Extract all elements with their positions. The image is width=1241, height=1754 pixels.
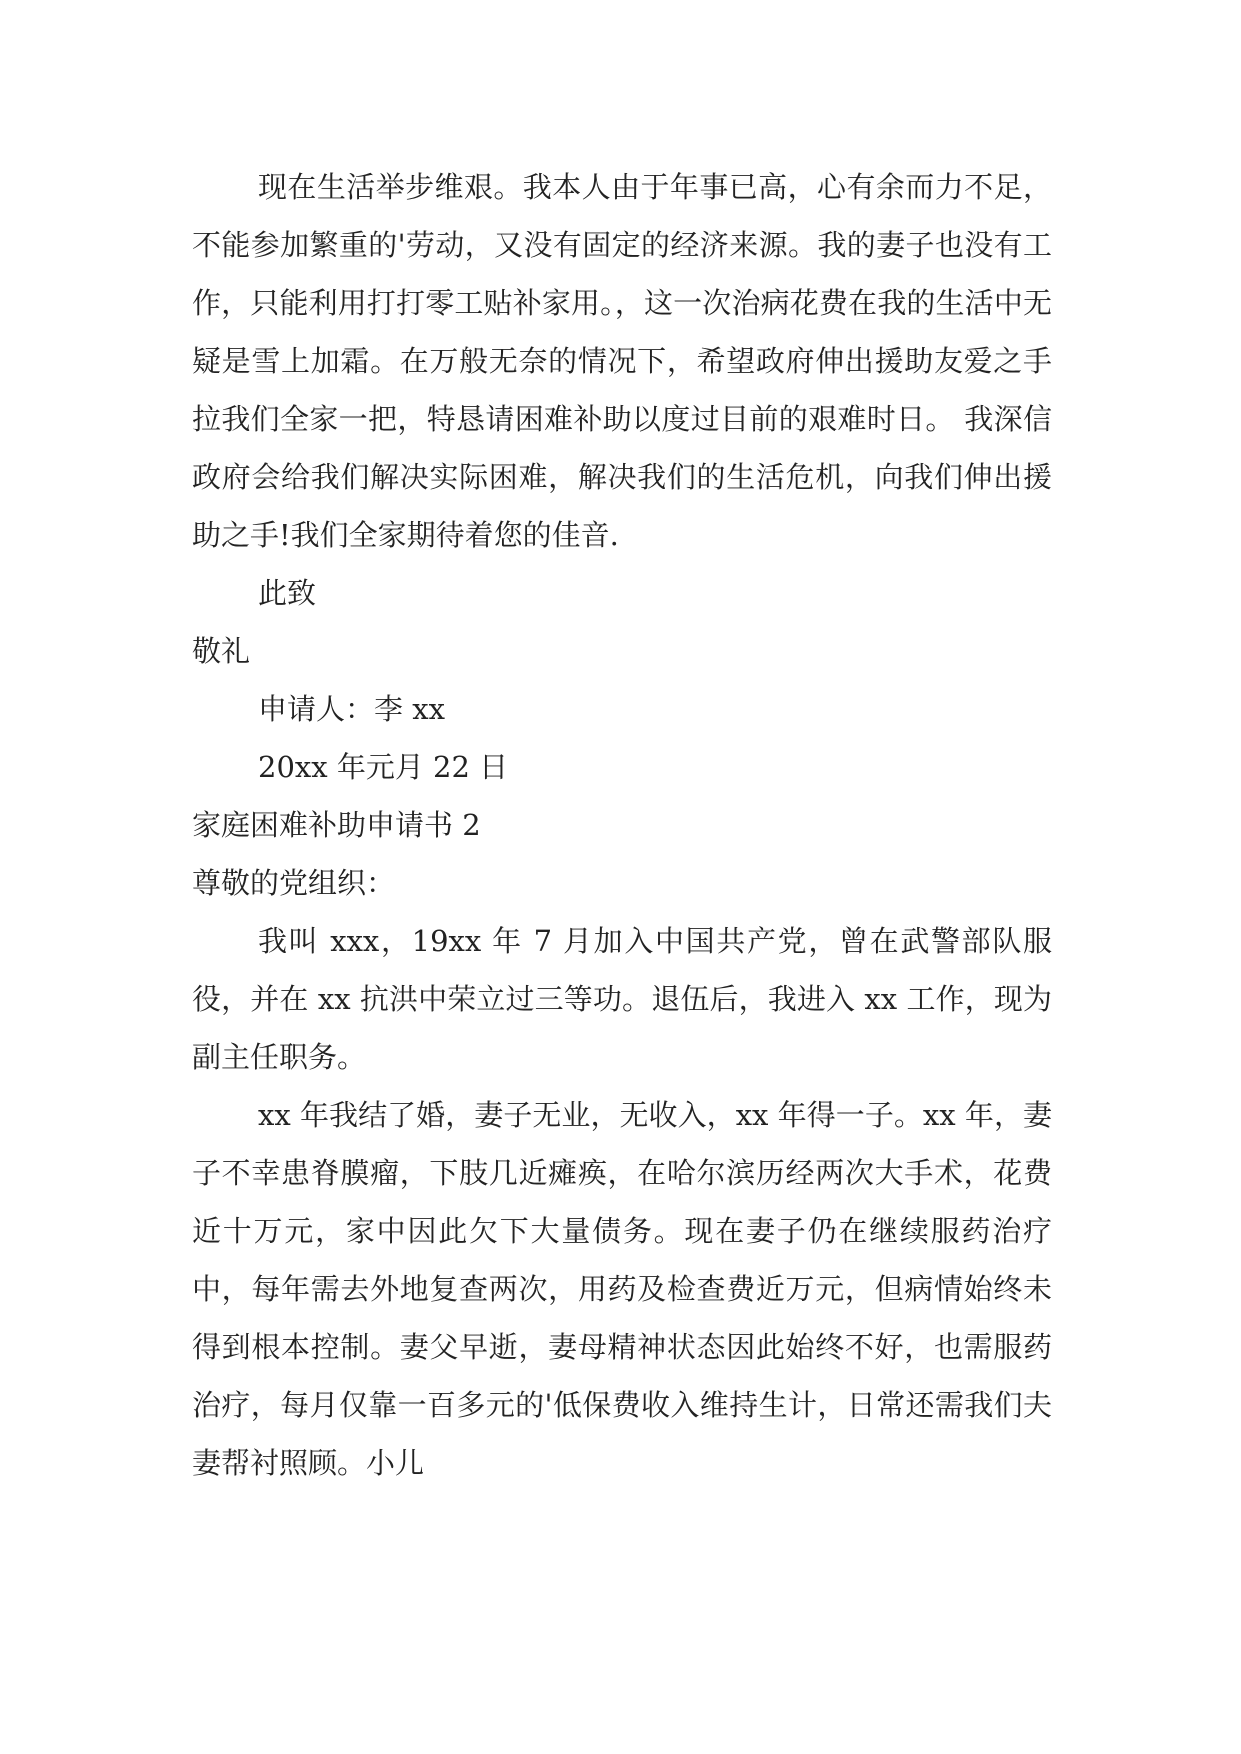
closing-salutation: 此致 (258, 576, 317, 610)
paragraph-hardship: 现在生活举步维艰。我本人由于年事已高，心有余而力不足，不能参加繁重的'劳动，又没有固定的经济来源。我的妻子也没有工作，只能利用打打零工贴补家用。，这一次治病花费在我的生活中无疑是雪上加霜。在万般无奈的情况下，希望政府伸出援助友爱之手拉我们全家一把，特恳请困难补助以度过目前的艰难时日。 我深信政府会给我们解决实际困难，解决我们的生活危机，向我们伸出援助之手!我们全家期待着您的佳音. (192, 170, 1052, 552)
letter-date: 20xx 年元月 22 日 (258, 750, 509, 784)
paragraph-introduction: 我叫 xxx，19xx 年 7 月加入中国共产党，曾在武警部队服役，并在 xx 抗洪中荣立过三等功。退伍后，我进入 xx 工作，现为副主任职务。 (192, 924, 1052, 1074)
section-title: 家庭困难补助申请书 2 (192, 808, 481, 842)
letter-greeting: 尊敬的党组织： (192, 866, 396, 900)
closing-regards: 敬礼 (192, 634, 251, 668)
paragraph-family-situation: xx 年我结了婚，妻子无业，无收入，xx 年得一子。xx 年，妻子不幸患脊膜瘤，下肢几近瘫痪，在哈尔滨历经两次大手术，花费近十万元，家中因此欠下大量债务。现在妻子仍在继续服药治疗中，每年需去外地复查两次，用药及检查费近万元，但病情始终未得到根本控制。妻父早逝，妻母精神状态因此始终不好，也需服药治疗，每月仅靠一百多元的'低保费收入维持生计，日常还需我们夫妻帮衬照顾。小儿 (192, 1098, 1052, 1480)
document-body (192, 158, 1052, 1492)
applicant-signature: 申请人：李 xx (258, 692, 445, 726)
